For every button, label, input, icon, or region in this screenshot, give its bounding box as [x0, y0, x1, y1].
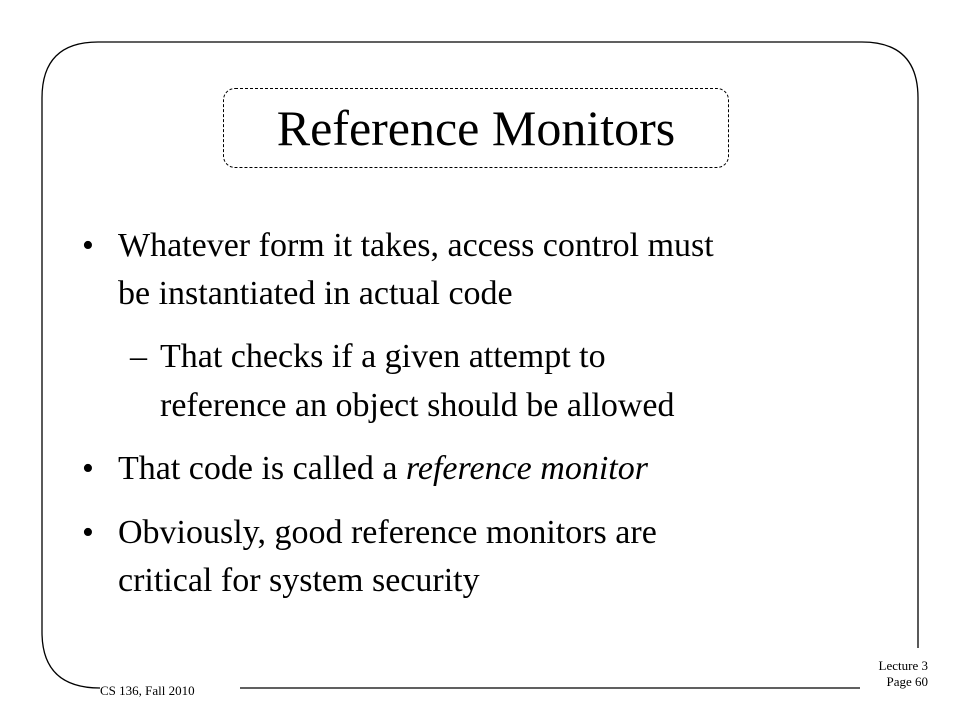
bullet-marker: • — [82, 450, 94, 487]
lecture-label: Lecture 3 — [878, 658, 928, 673]
slide-title: Reference Monitors — [276, 100, 676, 156]
bullet-text-line: be instantiated in actual code — [118, 275, 513, 312]
bullet-text-line: critical for system security — [118, 562, 480, 599]
bullet-text-line: Obviously, good reference monitors are — [118, 514, 657, 551]
sub-bullet-text-line: reference an object should be allowed — [160, 387, 675, 424]
bullet-marker: • — [82, 227, 94, 264]
bullet-marker: • — [82, 514, 94, 551]
bullet-text-line: Whatever form it takes, access control must — [118, 227, 714, 264]
dash-marker: – — [130, 338, 147, 375]
sub-bullet-text-line: That checks if a given attempt to — [160, 338, 606, 375]
bullet-text-plain: That code is called a — [118, 450, 406, 487]
page-number: Page 60 — [886, 674, 928, 689]
course-label: CS 136, Fall 2010 — [100, 683, 195, 698]
bullet-text-emphasis: reference monitor — [405, 450, 648, 487]
bullet-text-line — [118, 446, 648, 492]
